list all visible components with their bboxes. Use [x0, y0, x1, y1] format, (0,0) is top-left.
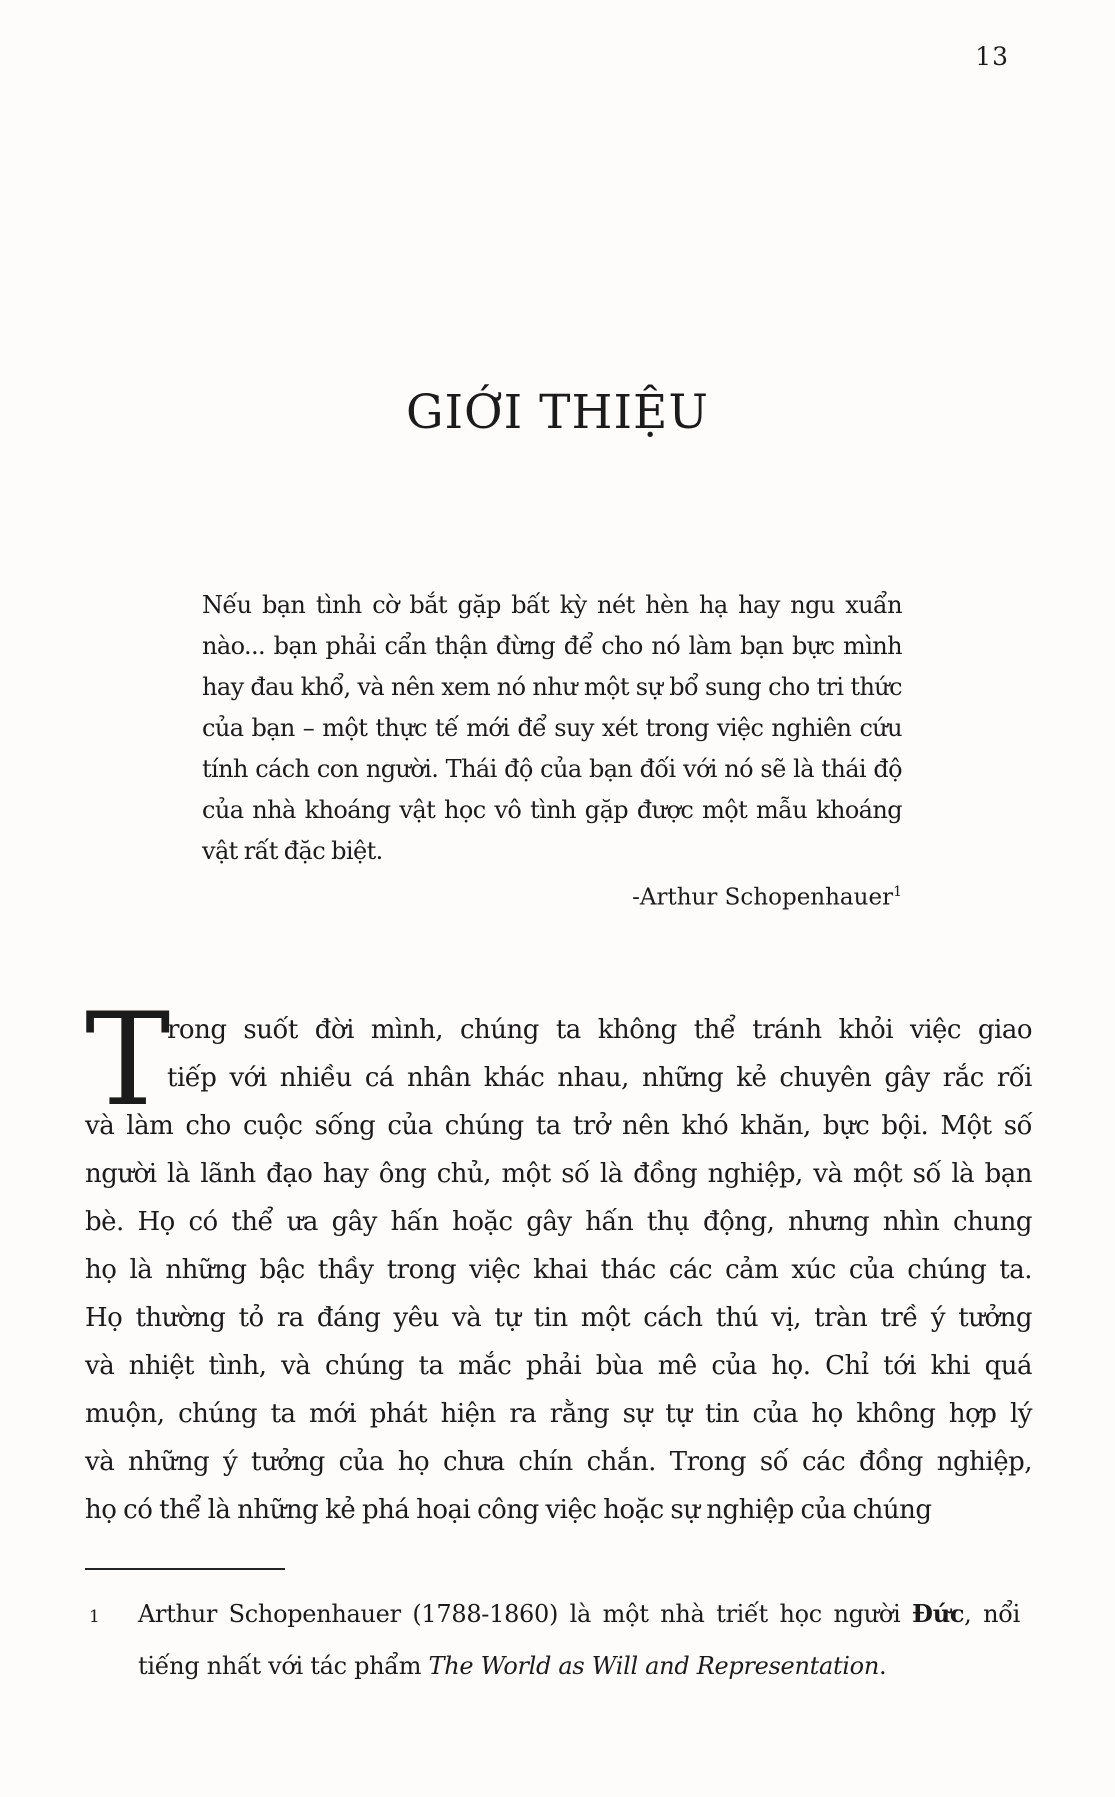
epigraph-attribution — [202, 877, 902, 913]
attribution-text: -Arthur Schopenhauer — [632, 884, 894, 911]
epigraph-line: tính cách con người. Thái độ của bạn đối với nó sẽ là thái độ — [202, 755, 902, 783]
footnote-marker: 1 — [89, 1607, 100, 1627]
body-lines — [85, 1006, 1032, 1534]
body-line: tiếp với nhiều cá nhân khác nhau, những kẻ chuyên gây rắc rối — [167, 1063, 1032, 1093]
body-paragraph — [85, 986, 1032, 1534]
body-line: và nhiệt tình, và chúng ta mắc phải bùa mê của họ. Chỉ tới khi quá — [85, 1351, 1032, 1381]
body-line: muộn, chúng ta mới phát hiện ra rằng sự tự tin của họ không hợp lý — [85, 1399, 1032, 1429]
epigraph-line: nào... bạn phải cẩn thận đừng để cho nó làm bạn bực mình — [202, 632, 902, 660]
body-line: họ có thể là những kẻ phá hoại công việc hoặc sự nghiệp của chúng — [85, 1495, 932, 1525]
epigraph-line: Nếu bạn tình cờ bắt gặp bất kỳ nét hèn hạ hay ngu xuẩn — [202, 591, 902, 619]
footnote-text-middle: , nổi tiếng nhất với tác phẩm — [138, 1600, 1021, 1680]
epigraph-line: vật rất đặc biệt. — [202, 837, 383, 865]
body-line: Họ thường tỏ ra đáng yêu và tự tin một cách thú vị, tràn trề ý tưởng — [85, 1303, 1032, 1333]
footnote — [85, 1588, 1020, 1692]
epigraph — [202, 585, 902, 913]
footnote-separator — [85, 1568, 285, 1570]
body-line: và những ý tưởng của họ chưa chín chắn. Trong số các đồng nghiệp, — [85, 1447, 1032, 1477]
body-line: họ là những bậc thầy trong việc khai thác các cảm xúc của chúng ta. — [85, 1255, 1032, 1285]
epigraph-lines — [202, 585, 902, 872]
body-line: và làm cho cuộc sống của chúng ta trở nên khó khăn, bực bội. Một số — [85, 1111, 1032, 1141]
footnote-book-title: The World as Will and Representation — [428, 1652, 879, 1680]
attribution-footnote-ref: 1 — [893, 884, 902, 900]
footnote-text-end: . — [879, 1652, 887, 1680]
epigraph-line: của nhà khoáng vật học vô tình gặp được một mẫu khoáng — [202, 796, 902, 824]
drop-cap: T — [85, 986, 171, 1135]
body-line: người là lãnh đạo hay ông chủ, một số là đồng nghiệp, và một số là bạn — [85, 1159, 1032, 1189]
body-line: rong suốt đời mình, chúng ta không thể tránh khỏi việc giao — [167, 1015, 1032, 1045]
footnote-bold-term: Đức — [912, 1599, 965, 1628]
body-line: bè. Họ có thể ưa gây hấn hoặc gây hấn thụ động, nhưng nhìn chung — [85, 1207, 1032, 1237]
footnote-text-start: Arthur Schopenhauer (1788-1860) là một nhà triết học người — [138, 1600, 913, 1628]
epigraph-line: của bạn – một thực tế mới để suy xét trong việc nghiên cứu — [202, 714, 902, 742]
chapter-title: GIỚI THIỆU — [406, 385, 709, 441]
epigraph-line: hay đau khổ, và nên xem nó như một sự bổ sung cho tri thức — [202, 673, 902, 701]
page-number: 13 — [975, 42, 1009, 71]
